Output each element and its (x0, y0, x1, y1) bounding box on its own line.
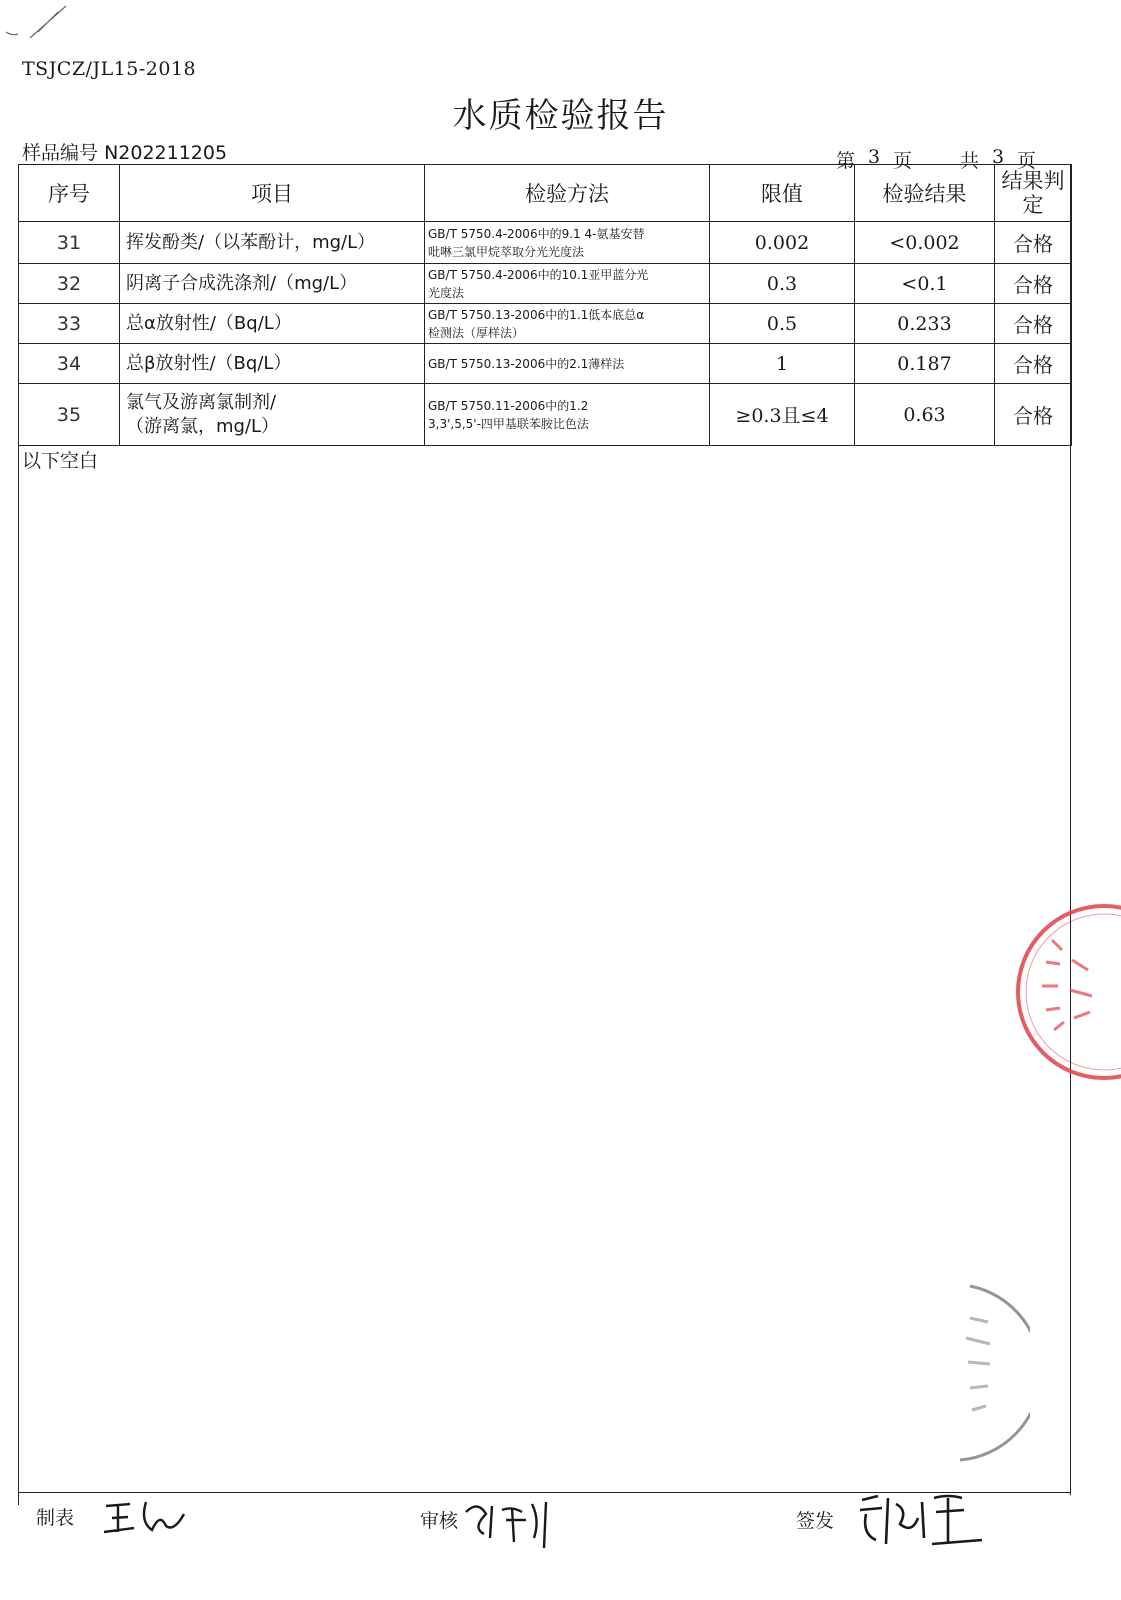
cell-verdict: 合格 (995, 264, 1072, 304)
cell-no: 34 (19, 344, 120, 384)
page-total: 3 (992, 146, 1005, 168)
results-table (18, 164, 1072, 446)
red-seal-stamp (1012, 900, 1121, 1100)
table-header-row (19, 165, 1072, 222)
cell-no: 32 (19, 264, 120, 304)
cell-item: 总α放射性/（Bq/L） (120, 304, 425, 344)
cell-verdict: 合格 (995, 344, 1072, 384)
page-word: 页 (893, 150, 913, 172)
cell-item: 挥发酚类/（以苯酚计，mg/L） (120, 222, 425, 264)
method-line: GB/T 5750.11-2006中的1.2 (428, 398, 589, 413)
cell-limit: ≥0.3且≤4 (710, 384, 855, 446)
table-row (19, 222, 1072, 264)
reviewer-label: 审核 (420, 1510, 459, 1532)
cell-limit: 0.002 (710, 222, 855, 264)
cell-result: <0.1 (855, 264, 995, 304)
total-word: 页 (1017, 150, 1037, 172)
cell-limit: 0.3 (710, 264, 855, 304)
cell-verdict: 合格 (995, 304, 1072, 344)
method-line: 3,3',5,5'-四甲基联苯胺比色法 (428, 416, 589, 431)
cell-result: 0.187 (855, 344, 995, 384)
blank-below-note: 以下空白 (22, 450, 99, 472)
table-row (19, 384, 1072, 446)
cell-method (425, 222, 710, 264)
document-code: TSJCZ/JL15-2018 (22, 58, 197, 80)
col-header-verdict: 结果判定 (995, 165, 1072, 222)
cell-method (425, 304, 710, 344)
item-line: 氯气及游离氯制剂/ (126, 391, 277, 413)
total-prefix: 共 (960, 150, 980, 172)
table-row (19, 264, 1072, 304)
maker-signature (100, 1492, 190, 1542)
issuer-signature (852, 1484, 992, 1554)
corner-scribble (0, 0, 80, 50)
cell-no: 35 (19, 384, 120, 446)
method-line: GB/T 5750.13-2006中的1.1低本底总α (428, 307, 645, 322)
col-header-result: 检验结果 (855, 165, 995, 222)
method-line: GB/T 5750.13-2006中的2.1薄样法 (428, 356, 625, 371)
cell-result: 0.63 (855, 384, 995, 446)
col-header-no: 序号 (19, 165, 120, 222)
cell-item: 阴离子合成洗涤剂/（mg/L） (120, 264, 425, 304)
page-current: 3 (867, 146, 881, 168)
grey-seal-stamp (930, 1278, 1030, 1478)
method-line: GB/T 5750.4-2006中的10.1亚甲蓝分光 (428, 267, 649, 282)
item-line: （游离氯，mg/L） (126, 415, 280, 437)
issuer-label: 签发 (796, 1510, 835, 1532)
method-line: 检测法（厚样法） (428, 325, 525, 340)
page-prefix: 第 (836, 150, 856, 172)
col-header-item: 项目 (120, 165, 425, 222)
sample-number-label: 样品编号 (22, 142, 99, 164)
col-header-limit: 限值 (710, 165, 855, 222)
cell-result: 0.233 (855, 304, 995, 344)
sample-number-line (22, 138, 227, 165)
cell-verdict: 合格 (995, 222, 1072, 264)
cell-limit: 1 (710, 344, 855, 384)
method-line: 吡啉三氯甲烷萃取分光光度法 (428, 244, 585, 259)
table-row (19, 344, 1072, 384)
reviewer-signature (462, 1492, 562, 1552)
cell-item: 总β放射性/（Bq/L） (120, 344, 425, 384)
cell-item (120, 384, 425, 446)
cell-limit: 0.5 (710, 304, 855, 344)
sample-number-value: N202211205 (104, 142, 228, 164)
cell-verdict: 合格 (995, 384, 1072, 446)
table-row (19, 304, 1072, 344)
maker-label: 制表 (36, 1507, 75, 1529)
cell-method (425, 264, 710, 304)
cell-method (425, 384, 710, 446)
cell-no: 31 (19, 222, 120, 264)
method-line: GB/T 5750.4-2006中的9.1 4-氨基安替 (428, 226, 645, 241)
cell-result: <0.002 (855, 222, 995, 264)
cell-no: 33 (19, 304, 120, 344)
report-title: 水质检验报告 (452, 96, 669, 136)
cell-method (425, 344, 710, 384)
col-header-method: 检验方法 (425, 165, 710, 222)
method-line: 光度法 (428, 285, 465, 300)
